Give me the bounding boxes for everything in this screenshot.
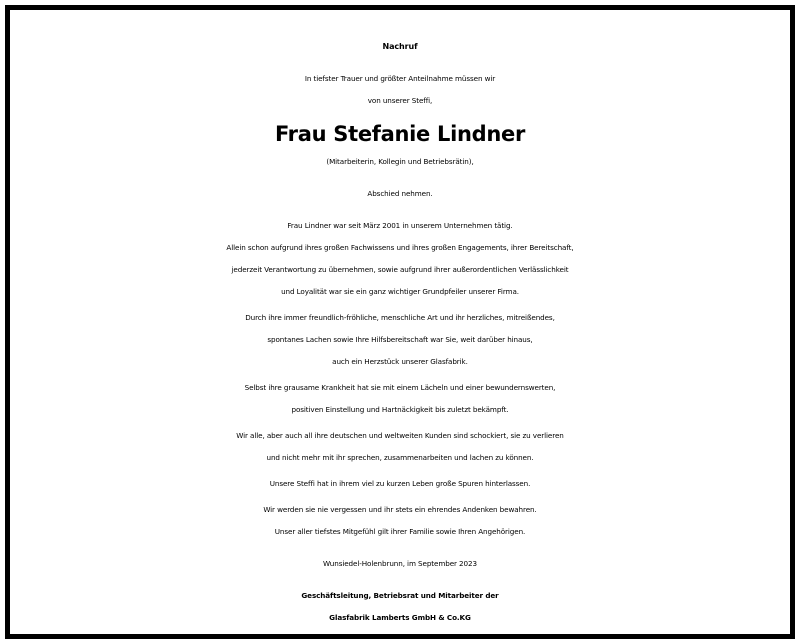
notice-border	[5, 5, 795, 639]
paragraph-4-line-1: Wir alle, aber auch all ihre deutschen und weltweiten Kunden sind schockiert, sie zu verlieren	[236, 431, 564, 440]
signature-line-1: Geschäftsleitung, Betriebsrat und Mitarbeiter der	[301, 591, 499, 600]
paragraph-2-line-2: spontanes Lachen sowie Ihre Hilfsbereitschaft war Sie, weit darüber hinaus,	[267, 335, 533, 344]
paragraph-5-line-1: Unsere Steffi hat in ihrem viel zu kurzen Leben große Spuren hinterlassen.	[269, 479, 531, 488]
paragraph-3-line-1: Selbst ihre grausame Krankheit hat sie mit einem Lächeln und einer bewundernswerten,	[244, 383, 556, 392]
paragraph-1-line-1: Frau Lindner war seit März 2001 in unserem Unternehmen tätig.	[287, 221, 513, 230]
notice-heading: Nachruf	[382, 42, 418, 51]
paragraph-2-line-3: auch ein Herzstück unserer Glasfabrik.	[332, 357, 468, 366]
paragraph-1-line-3: jederzeit Verantwortung zu übernehmen, sowie aufgrund ihrer außerordentlichen Verlässlichkeit	[231, 265, 569, 274]
obituary-notice	[10, 10, 790, 634]
place-date: Wunsiedel-Holenbrunn, im September 2023	[323, 559, 477, 568]
deceased-name: Frau Stefanie Lindner	[274, 122, 526, 146]
deceased-role: (Mitarbeiterin, Kollegin und Betriebsrätin),	[326, 157, 474, 166]
intro-line-2: von unserer Steffi,	[367, 96, 433, 105]
signature-line-2: Glasfabrik Lamberts GmbH & Co.KG	[329, 613, 471, 622]
paragraph-6-line-2: Unser aller tiefstes Mitgefühl gilt ihrer Familie sowie Ihren Angehörigen.	[274, 527, 526, 536]
paragraph-2-line-1: Durch ihre immer freundlich-fröhliche, menschliche Art und ihr herzliches, mitreißendes,	[245, 313, 555, 322]
paragraph-6-line-1: Wir werden sie nie vergessen und ihr stets ein ehrendes Andenken bewahren.	[263, 505, 537, 514]
farewell-line: Abschied nehmen.	[367, 189, 433, 198]
intro-line-1: In tiefster Trauer und größter Anteilnahme müssen wir	[304, 74, 496, 83]
paragraph-1-line-2: Allein schon aufgrund ihres großen Fachwissens und ihres großen Engagements, ihrer Bereitschaft,	[226, 243, 574, 252]
paragraph-3-line-2: positiven Einstellung und Hartnäckigkeit bis zuletzt bekämpft.	[291, 405, 509, 414]
paragraph-1-line-4: und Loyalität war sie ein ganz wichtiger Grundpfeiler unserer Firma.	[281, 287, 519, 296]
paragraph-4-line-2: und nicht mehr mit ihr sprechen, zusammenarbeiten und lachen zu können.	[266, 453, 534, 462]
